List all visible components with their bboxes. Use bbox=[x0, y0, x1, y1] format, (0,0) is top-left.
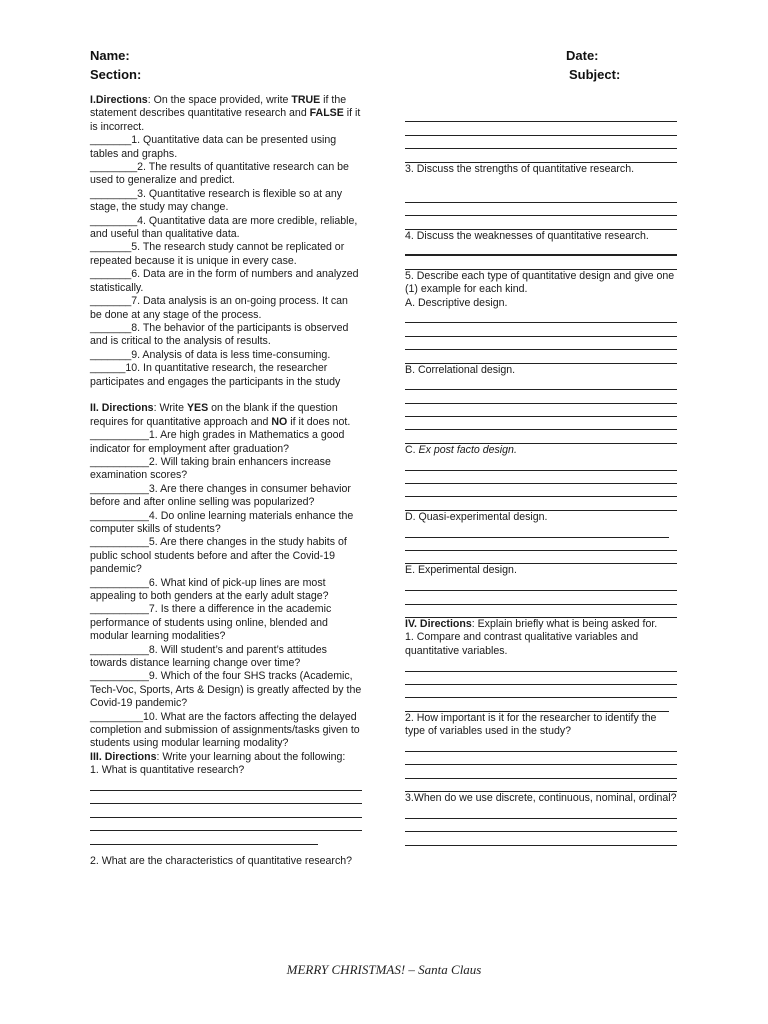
answer-line[interactable] bbox=[405, 605, 677, 618]
part3-question-4: 4. Discuss the weaknesses of quantitative research. bbox=[405, 229, 649, 242]
answer-line[interactable] bbox=[405, 591, 677, 604]
part4-heading: IV. Directions bbox=[405, 617, 472, 630]
answer-line[interactable] bbox=[405, 109, 677, 122]
answer-line[interactable] bbox=[405, 430, 677, 443]
answer-line[interactable] bbox=[405, 377, 677, 390]
part1-item: _______9. Analysis of data is less time-consuming. bbox=[90, 348, 331, 361]
part3-question-3: 3. Discuss the strengths of quantitative research. bbox=[405, 162, 635, 175]
answer-line[interactable] bbox=[405, 337, 677, 350]
part1-directions: I.Directions: On the space provided, write TRUE if the statement describes quantitative research and FALSE if it is incorrect. bbox=[90, 94, 361, 133]
answer-line[interactable] bbox=[405, 216, 677, 229]
part2-item: __________4. Do online learning materials enhance the computer skills of students? bbox=[90, 509, 354, 535]
answer-line[interactable] bbox=[405, 136, 677, 149]
answer-line[interactable] bbox=[405, 806, 677, 819]
design-c: C. Ex post facto design. bbox=[405, 443, 517, 456]
answer-line[interactable] bbox=[405, 243, 677, 256]
name-label: Name: bbox=[90, 48, 130, 63]
part3-directions: III. Directions: Write your learning about the following: bbox=[90, 750, 346, 763]
part2-item: _________10. What are the factors affecting the delayed completion and submission of assignments/tasks given to students using modular learning modality? bbox=[90, 710, 360, 750]
part3-question-1: 1. What is quantitative research? bbox=[90, 764, 245, 777]
part4-question-3: 3.When do we use discrete, continuous, nominal, ordinal? bbox=[405, 792, 677, 805]
answer-line[interactable] bbox=[405, 149, 677, 162]
answer-line[interactable] bbox=[405, 310, 677, 323]
answer-line[interactable] bbox=[405, 765, 677, 778]
part1-item: ________4. Quantitative data are more credible, reliable, and useful than qualitative data. bbox=[90, 214, 358, 241]
subject-label: Subject: bbox=[569, 67, 621, 82]
part1-heading: I.Directions bbox=[90, 94, 148, 106]
section-label: Section: bbox=[90, 67, 142, 82]
answer-line[interactable] bbox=[405, 658, 677, 671]
part1-item: ______10. In quantitative research, the researcher participates and engages the participants in the study bbox=[90, 362, 341, 388]
part3-heading: III. Directions bbox=[90, 750, 157, 763]
answer-line[interactable] bbox=[405, 538, 677, 551]
part1-item: _______5. The research study cannot be replicated or repeated because it is unique in every case. bbox=[90, 241, 345, 267]
part2-item: __________8. Will student’s and parent’s attitudes towards distance learning change over time? bbox=[90, 643, 327, 670]
part1-item: _______6. Data are in the form of numbers and analyzed statistically. bbox=[90, 268, 359, 294]
answer-line[interactable] bbox=[405, 323, 677, 336]
answer-line[interactable] bbox=[405, 524, 669, 537]
answer-line[interactable] bbox=[405, 256, 677, 269]
answer-line[interactable] bbox=[90, 831, 318, 844]
answer-line[interactable] bbox=[405, 390, 677, 403]
answer-line[interactable] bbox=[405, 551, 677, 564]
answer-line[interactable] bbox=[90, 791, 362, 804]
part2-item: __________3. Are there changes in consumer behavior before and after online selling was popularized? bbox=[90, 482, 351, 509]
right-column bbox=[405, 109, 677, 846]
answer-line[interactable] bbox=[405, 350, 677, 363]
answer-line[interactable] bbox=[405, 471, 677, 484]
part1-item: _______1. Quantitative data can be presented using tables and graphs. bbox=[90, 134, 337, 160]
answer-line[interactable] bbox=[405, 832, 677, 845]
answer-line[interactable] bbox=[405, 122, 677, 135]
part4-question-1: 1. Compare and contrast qualitative variables and quantitative variables. bbox=[405, 631, 639, 657]
answer-line[interactable] bbox=[405, 417, 677, 430]
answer-line[interactable] bbox=[405, 779, 677, 792]
answer-line[interactable] bbox=[90, 778, 362, 791]
part2-item: __________5. Are there changes in the study habits of public school students before and after the Covid-19 pandemic? bbox=[90, 536, 347, 576]
part2-item: __________6. What kind of pick-up lines are most appealing to both genders at the early adult stage? bbox=[90, 576, 329, 603]
part1-item: ________2. The results of quantitative research can be used to generalize and predict. bbox=[90, 161, 349, 187]
part1-item: ________3. Quantitative research is flexible so at any stage, the study may change. bbox=[90, 187, 343, 214]
part3-question-2: 2. What are the characteristics of quantitative research? bbox=[90, 854, 353, 867]
left-column bbox=[90, 94, 362, 868]
part1-item: _______7. Data analysis is an on-going process. It can be done at any stage of the process. bbox=[90, 295, 348, 321]
design-d: D. Quasi-experimental design. bbox=[405, 510, 548, 523]
design-e: E. Experimental design. bbox=[405, 564, 517, 577]
answer-line[interactable] bbox=[405, 685, 677, 698]
answer-line[interactable] bbox=[90, 804, 362, 817]
part2-directions: II. Directions: Write YES on the blank if the question requires for quantitative approach and NO if it does not. bbox=[90, 402, 351, 428]
answer-line[interactable] bbox=[405, 739, 677, 752]
answer-line[interactable] bbox=[405, 698, 669, 711]
answer-line[interactable] bbox=[405, 457, 677, 470]
answer-line[interactable] bbox=[405, 404, 677, 417]
answer-line[interactable] bbox=[405, 189, 677, 202]
answer-line[interactable] bbox=[405, 672, 677, 685]
part2-item: __________1. Are high grades in Mathematics a good indicator for employment after graduation? bbox=[90, 429, 345, 455]
design-a: A. Descriptive design. bbox=[405, 296, 508, 309]
date-label: Date: bbox=[566, 48, 599, 63]
part4-directions: IV. Directions: Explain briefly what is being asked for. bbox=[405, 617, 658, 630]
part2-heading: II. Directions bbox=[90, 402, 154, 415]
answer-line[interactable] bbox=[90, 818, 362, 831]
footer-greeting: MERRY CHRISTMAS! – Santa Claus bbox=[286, 962, 482, 977]
part3-question-5: 5. Describe each type of quantitative design and give one (1) example for each kind. bbox=[405, 269, 675, 296]
part2-item: __________7. Is there a difference in the academic performance of students using online, blended and modular learning modalities? bbox=[90, 603, 332, 643]
part1-item: _______8. The behavior of the participants is observed and is critical to the analysis of results. bbox=[90, 321, 349, 348]
answer-line[interactable] bbox=[405, 497, 677, 510]
answer-line[interactable] bbox=[405, 578, 677, 591]
answer-line[interactable] bbox=[405, 484, 677, 497]
part2-item: __________2. Will taking brain enhancers increase examination scores? bbox=[90, 455, 331, 482]
part4-question-2: 2. How important is it for the researcher to identify the type of variables used in the study? bbox=[405, 711, 657, 738]
answer-line[interactable] bbox=[405, 203, 677, 216]
design-b: B. Correlational design. bbox=[405, 363, 516, 376]
answer-line[interactable] bbox=[405, 819, 677, 832]
answer-line[interactable] bbox=[405, 752, 677, 765]
part2-item: __________9. Which of the four SHS tracks (Academic, Tech-Voc, Sports, Arts & Design) is greatly affected by the Covid-19 pandemic? bbox=[90, 670, 362, 710]
